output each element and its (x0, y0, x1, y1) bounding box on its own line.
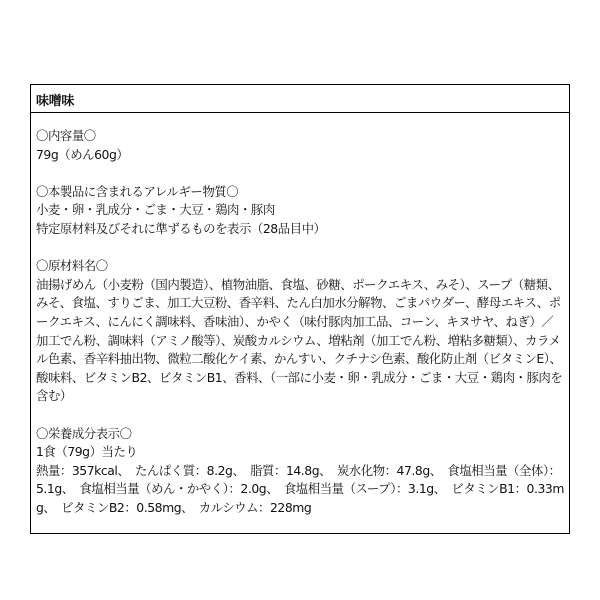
label-content (31, 113, 569, 533)
ingredients-text: 油揚げめん（小麦粉（国内製造）、植物油脂、食塩、砂糖、ポークエキス、みそ）、スープ（糖類、みそ、食塩、すりごま、加工大豆粉、香辛料、たん白加水分解物、ごまパウダー、酵母エキス、ポークエキス、にんにく調味料、香味油）、かやく（味付豚肉加工品、コーン、キヌサヤ、ねぎ）／加工でん粉、調味料（アミノ酸等）、炭酸カルシウム、増粘剤（加工でん粉、増粘多糖類）、カラメル色素、香辛料抽出物、微粒二酸化ケイ素、かんすい、クチナシ色素、酸化防止剤（ビタミンE）、酸味料、ビタミンB2、ビタミンB1、香料、（一部に小麦・卵・乳成分・ごま・大豆・鶏肉・豚肉を含む） (36, 276, 563, 404)
allergen-note: 特定原材料及びそれに準ずるものを表示（28品目中） (36, 220, 326, 236)
content-amount-section (36, 127, 564, 164)
content-amount-value: 79g（めん60g） (36, 146, 129, 162)
allergen-section (36, 183, 564, 239)
product-label-table (30, 84, 570, 534)
nutrition-serving: 1食（79g）当たり (36, 444, 138, 460)
nutrition-heading: 〇栄養成分表示〇 (36, 425, 132, 441)
ingredients-heading: 〇原材料名〇 (36, 258, 108, 274)
allergen-list: 小麦・卵・乳成分・ごま・大豆・鶏肉・豚肉 (36, 202, 275, 218)
content-amount-heading: 〇内容量〇 (36, 128, 96, 143)
nutrition-section (36, 425, 564, 518)
nutrition-values: 熱量：357kcal、 たんぱく質：8.2g、 脂質：14.8g、 炭水化物：47.8g、 食塩相当量（全体）：5.1g、 食塩相当量（めん・かやく）：2.0g、 食塩相当量（スープ）：3.1g、 ビタミンB1：0.33mg、 ビタミンB2：0.58mg、 カルシウム：228mg (36, 462, 564, 515)
ingredients-section (36, 257, 564, 406)
allergen-heading: 〇本製品に含まれるアレルギー物質〇 (36, 183, 239, 199)
flavor-title: 味噌味 (36, 94, 75, 109)
label-header (31, 85, 569, 113)
